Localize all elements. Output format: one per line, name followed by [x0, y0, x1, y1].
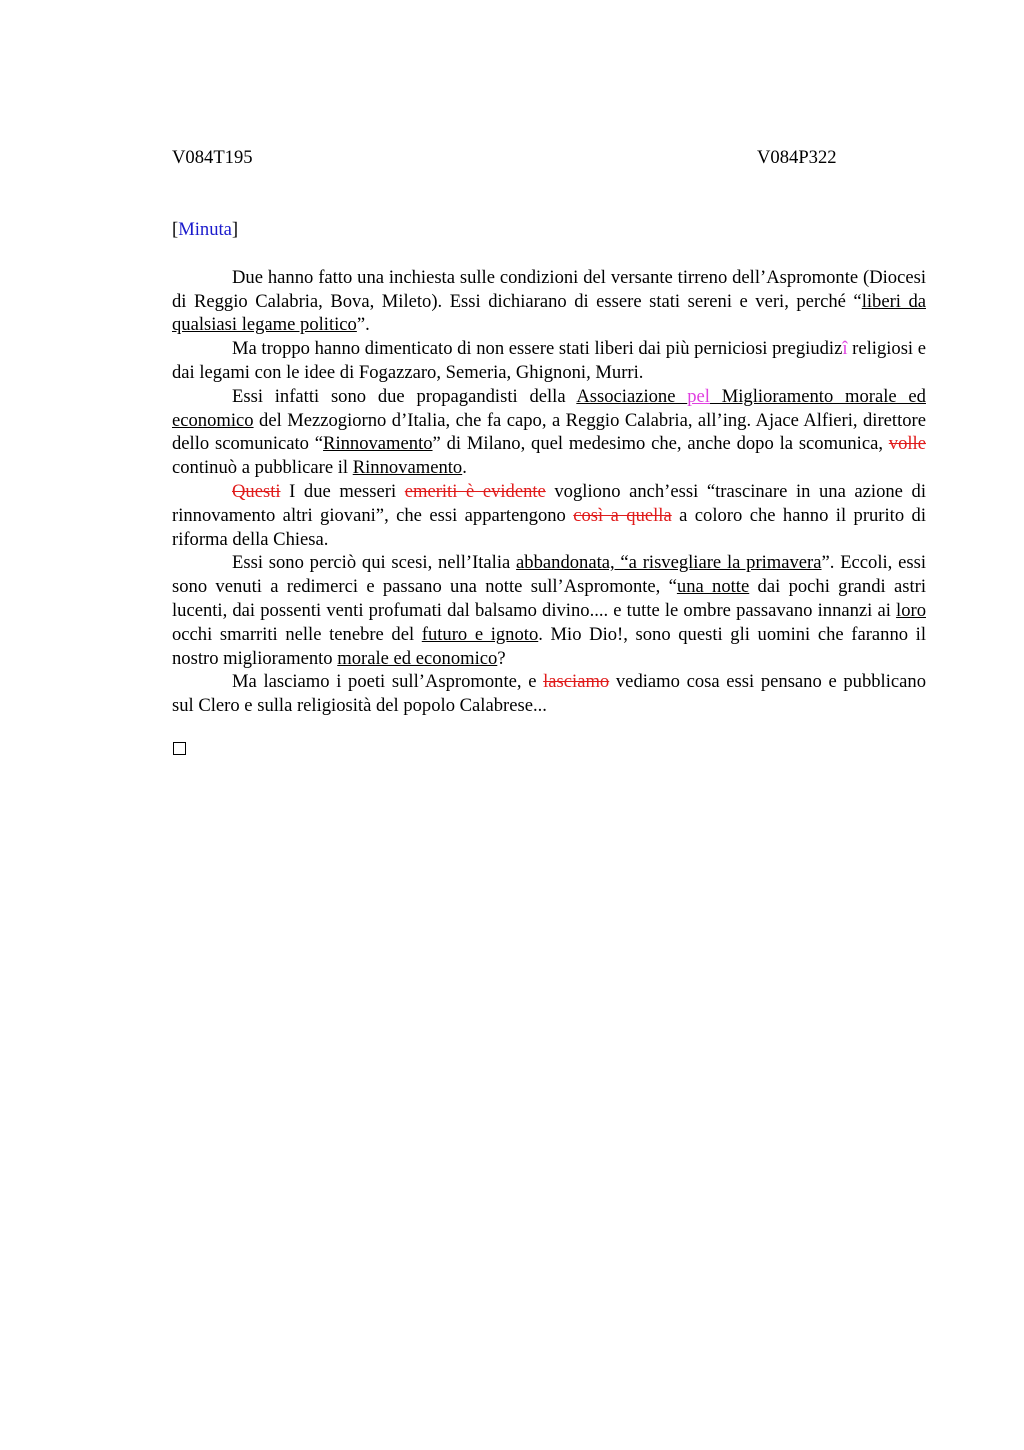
- document-code-right: V084P322: [757, 147, 837, 168]
- underlined-text: Rinnovamento: [323, 433, 433, 455]
- inserted-text: pel: [687, 385, 710, 407]
- underlined-text: loro: [896, 599, 926, 621]
- text-run: dai pochi grandi astri lucenti, dai possenti venti profumati dal balsamo divino.... e tutte le ombre passavano innanzi ai: [172, 576, 927, 621]
- text-run: ”. Eccoli, essi sono venuti a redimerci e passano una notte sull’Aspromonte, “: [172, 552, 926, 598]
- underlined-text: futuro e ignoto: [421, 623, 539, 645]
- paragraph-1: [172, 266, 926, 337]
- text-run: Essi infatti sono due propagandisti della: [232, 385, 577, 407]
- deleted-text: emeriti è evidente: [404, 480, 546, 502]
- text-run: I due messeri: [280, 480, 405, 502]
- label-open-bracket: [: [172, 219, 179, 240]
- text-run: Ma troppo hanno dimenticato di non essere stati liberi dai più perniciosi pregiudiz: [232, 338, 843, 360]
- text-run: Ma lasciamo i poeti sull’Aspromonte, e: [232, 671, 544, 693]
- text-run: vediamo cosa essi pensano e pubblicano sul Clero e sulla religiosità del popolo Calabrese...: [172, 671, 926, 717]
- paragraph-3: [172, 385, 926, 480]
- deleted-text: così a quella: [573, 504, 672, 526]
- paragraph-5: [172, 551, 926, 670]
- paragraph-2: [172, 337, 926, 385]
- paragraph-6: [172, 670, 926, 718]
- label-close-bracket: ]: [231, 219, 239, 240]
- deleted-text: lasciamo: [543, 671, 610, 693]
- text-run: . Mio Dio!, sono questi gli uomini che faranno il nostro miglioramento: [172, 623, 927, 669]
- text-run: vogliono anch’essi “trascinare in una azione di rinnovamento altri giovani”, che essi appartengono: [172, 480, 926, 526]
- text-run: occhi smarriti nelle tenebre del: [172, 623, 422, 645]
- document-page: [172, 146, 926, 755]
- underlined-text: una notte: [676, 576, 750, 598]
- underlined-text: Rinnovamento: [352, 457, 463, 479]
- text-run: ”.: [356, 314, 370, 336]
- text-run: .: [462, 457, 467, 479]
- text-run: religiosi e dai legami con le idee di Fogazzaro, Semeria, Ghignoni, Murri.: [172, 338, 927, 383]
- document-body: [172, 266, 926, 718]
- underlined-text: morale ed economico: [337, 647, 498, 669]
- square-outline-icon: [173, 742, 186, 755]
- underlined-text: liberi da qualsiasi legame politico: [172, 290, 926, 336]
- text-run: a coloro che hanno il prurito di riforma della Chiesa.: [172, 504, 927, 550]
- text-run: Due hanno fatto una inchiesta sulle condizioni del versante tirreno dell’Aspromonte (Diocesi di Reggio Calabria, Bova, Mileto). Essi dichiarano di essere stati sereni e veri, perché “: [172, 266, 926, 312]
- inserted-text: î: [842, 338, 848, 360]
- text-run: del Mezzogiorno d’Italia, che fa capo, a Reggio Calabria, all’ing. Ajace Alfieri, direttore dello scomunicato “: [172, 409, 926, 455]
- label-minuta: Minuta: [178, 219, 232, 240]
- underlined-text: Miglioramento morale ed economico: [172, 385, 926, 431]
- text-run: continuò a pubblicare il: [172, 457, 353, 479]
- document-header: [172, 146, 926, 170]
- text-run: Essi sono perciò qui scesi, nell’Italia: [232, 552, 517, 574]
- deleted-text: volle: [888, 433, 926, 455]
- text-run: ” di Milano, quel medesimo che, anche dopo la scomunica,: [432, 433, 889, 455]
- underlined-text: abbandonata, “a risvegliare la primavera: [516, 552, 822, 574]
- deleted-text: Questi: [232, 480, 281, 502]
- document-label: [172, 218, 926, 242]
- underlined-text: Associazione: [576, 385, 688, 407]
- document-code-left: V084T195: [172, 147, 253, 168]
- paragraph-4: [172, 480, 926, 551]
- text-run: ?: [497, 647, 506, 669]
